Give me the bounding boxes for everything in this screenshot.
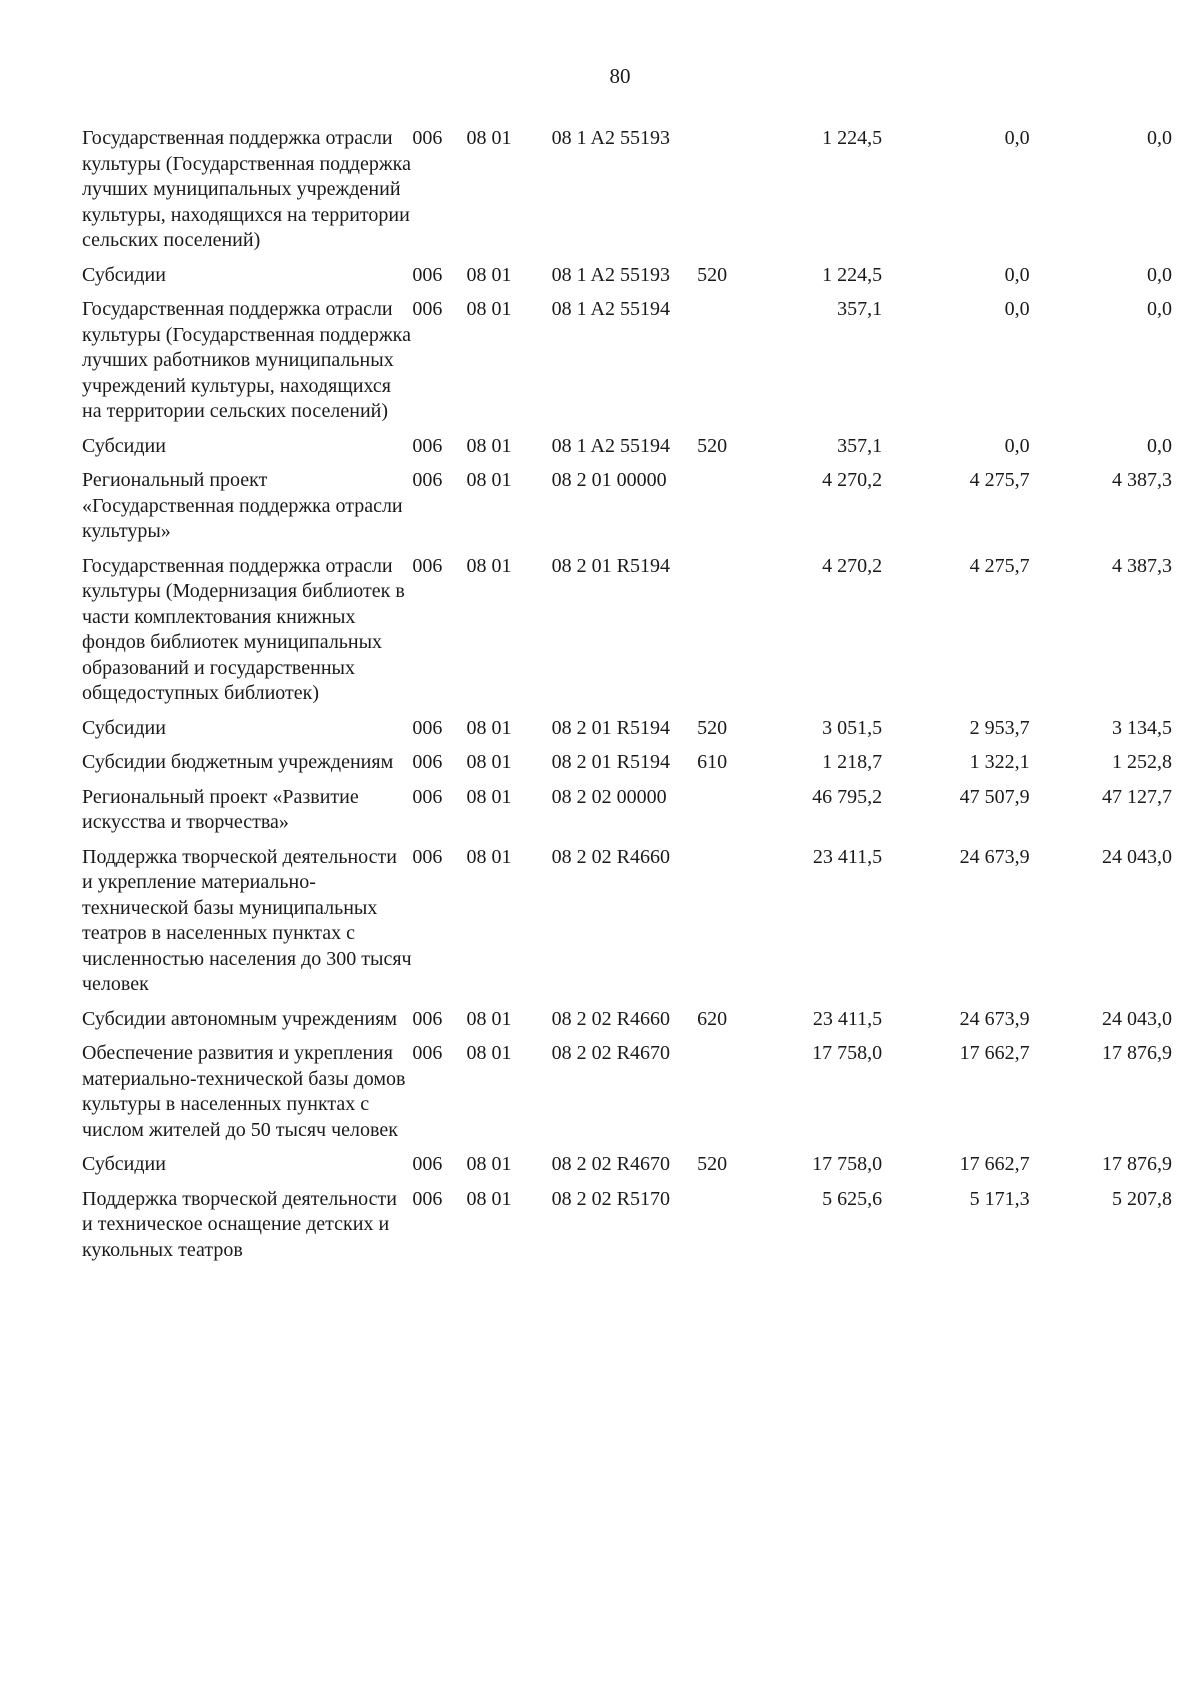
table-row — [82, 297, 1172, 434]
row-value-year-2: 1 322,1 — [969, 751, 1030, 773]
table-row — [82, 750, 1172, 785]
row-value-year-3: 17 876,9 — [1102, 1042, 1172, 1064]
row-expense-type-code — [697, 468, 757, 554]
row-name: Субсидии автономным учреждениям — [82, 1007, 398, 1030]
row-section-code: 08 01 — [466, 1007, 512, 1030]
row-value-year-2: 24 673,9 — [959, 1007, 1030, 1030]
row-value-year-1: 5 625,6 — [822, 1187, 883, 1210]
row-value-year-1: 1 224,5 — [822, 127, 883, 149]
row-target-code: 08 2 02 R4670 — [551, 1042, 670, 1064]
row-grbs-code: 006 — [412, 1153, 443, 1175]
row-value-year-1: 1 218,7 — [822, 751, 883, 773]
row-value-year-1: 17 758,0 — [812, 1042, 883, 1064]
row-value-year-3: 24 043,0 — [1102, 845, 1172, 868]
row-target-code: 08 2 02 R4670 — [551, 1153, 670, 1175]
row-value-year-3: 3 134,5 — [1112, 716, 1172, 739]
row-target-code: 08 2 02 R5170 — [551, 1187, 670, 1210]
row-value-year-2: 17 662,7 — [959, 1153, 1030, 1175]
row-name: Субсидии — [82, 434, 166, 457]
row-grbs-code: 006 — [412, 469, 443, 491]
row-section-code: 08 01 — [466, 554, 512, 577]
row-expense-type-code — [697, 297, 757, 434]
table-row — [82, 845, 1172, 1007]
table-row — [82, 1187, 1172, 1273]
row-value-year-1: 3 051,5 — [822, 716, 883, 739]
row-grbs-code: 006 — [412, 1007, 443, 1030]
row-value-year-2: 47 507,9 — [959, 785, 1030, 808]
row-value-year-1: 1 224,5 — [822, 263, 883, 286]
row-expense-type-code: 610 — [697, 751, 728, 773]
row-value-year-3: 0,0 — [1147, 434, 1172, 457]
row-section-code: 08 01 — [466, 469, 512, 491]
row-target-code: 08 2 02 R4660 — [551, 1007, 670, 1030]
row-section-code: 08 01 — [466, 845, 512, 868]
table-row — [82, 716, 1172, 751]
row-target-code: 08 2 02 R4660 — [551, 845, 670, 868]
page-number: 80 — [609, 64, 631, 88]
row-target-code: 08 1 A2 55193 — [551, 127, 670, 149]
row-grbs-code: 006 — [412, 554, 443, 577]
row-value-year-2: 24 673,9 — [959, 845, 1030, 868]
row-section-code: 08 01 — [466, 1187, 512, 1210]
table-row — [82, 434, 1172, 469]
row-expense-type-code — [697, 845, 757, 1007]
table-row — [82, 1041, 1172, 1152]
row-section-code: 08 01 — [466, 1153, 512, 1175]
table-row — [82, 126, 1172, 263]
row-name: Региональный проект «Развитие искусства и творчества» — [82, 785, 359, 833]
row-target-code: 08 1 A2 55194 — [551, 434, 670, 457]
row-expense-type-code: 520 — [697, 716, 728, 739]
row-grbs-code: 006 — [412, 716, 443, 739]
row-target-code: 08 2 01 R5194 — [551, 554, 670, 577]
row-section-code: 08 01 — [466, 751, 512, 773]
row-value-year-2: 5 171,3 — [969, 1187, 1030, 1210]
row-section-code: 08 01 — [466, 127, 512, 149]
row-section-code: 08 01 — [466, 298, 512, 320]
row-target-code: 08 2 01 R5194 — [551, 716, 670, 739]
row-expense-type-code: 620 — [697, 1007, 728, 1030]
row-name: Поддержка творческой деятельности и техническое оснащение детских и кукольных театров — [82, 1187, 397, 1261]
row-expense-type-code — [697, 785, 757, 845]
row-value-year-1: 23 411,5 — [812, 845, 883, 868]
row-section-code: 08 01 — [466, 785, 512, 808]
row-expense-type-code — [697, 126, 757, 263]
row-value-year-1: 357,1 — [837, 298, 883, 320]
row-target-code: 08 2 02 00000 — [551, 785, 667, 808]
row-value-year-3: 0,0 — [1147, 298, 1172, 320]
row-value-year-3: 4 387,3 — [1112, 469, 1172, 491]
row-name: Государственная поддержка отрасли культуры (Государственная поддержка лучших муниципальных учреждений культуры, находящихся на территории сельских поселений) — [82, 127, 411, 251]
row-grbs-code: 006 — [412, 845, 443, 868]
row-expense-type-code: 520 — [697, 1153, 728, 1175]
row-value-year-2: 0,0 — [1004, 127, 1030, 149]
row-name: Государственная поддержка отрасли культуры (Модернизация библиотек в части комплектования книжных фондов библиотек муниципальных образований и государственных общедоступных библиотек) — [82, 554, 405, 704]
row-section-code: 08 01 — [466, 716, 512, 739]
row-value-year-1: 17 758,0 — [812, 1153, 883, 1175]
row-value-year-1: 23 411,5 — [812, 1007, 883, 1030]
row-value-year-2: 4 275,7 — [969, 469, 1030, 491]
table-row — [82, 1152, 1172, 1187]
budget-table — [82, 126, 1172, 1272]
row-name: Субсидии бюджетным учреждениям — [82, 751, 394, 773]
row-value-year-3: 5 207,8 — [1112, 1187, 1172, 1210]
row-name: Субсидии — [82, 263, 166, 286]
row-value-year-3: 24 043,0 — [1102, 1007, 1172, 1030]
row-grbs-code: 006 — [412, 298, 443, 320]
row-grbs-code: 006 — [412, 1042, 443, 1064]
row-grbs-code: 006 — [412, 751, 443, 773]
row-target-code: 08 2 01 00000 — [551, 469, 667, 491]
row-value-year-2: 0,0 — [1004, 434, 1030, 457]
row-value-year-3: 47 127,7 — [1102, 785, 1172, 808]
row-name: Субсидии — [82, 1153, 166, 1175]
row-name: Обеспечение развития и укрепления материально-технической базы домов культуры в населенных пунктах с числом жителей до 50 тысяч человек — [82, 1042, 406, 1141]
row-value-year-3: 17 876,9 — [1102, 1153, 1172, 1175]
table-row — [82, 1007, 1172, 1042]
row-name: Региональный проект «Государственная поддержка отрасли культуры» — [82, 469, 403, 542]
row-section-code: 08 01 — [466, 1042, 512, 1064]
row-value-year-1: 357,1 — [837, 434, 883, 457]
row-value-year-2: 4 275,7 — [969, 554, 1030, 577]
row-grbs-code: 006 — [412, 127, 443, 149]
row-grbs-code: 006 — [412, 434, 443, 457]
row-grbs-code: 006 — [412, 1187, 443, 1210]
row-expense-type-code — [697, 1041, 757, 1152]
table-row — [82, 785, 1172, 845]
row-name: Субсидии — [82, 716, 166, 739]
row-grbs-code: 006 — [412, 263, 443, 286]
row-expense-type-code: 520 — [697, 263, 728, 286]
table-row — [82, 263, 1172, 298]
table-row — [82, 468, 1172, 554]
row-value-year-2: 17 662,7 — [959, 1042, 1030, 1064]
row-value-year-3: 1 252,8 — [1112, 751, 1172, 773]
row-name: Государственная поддержка отрасли культуры (Государственная поддержка лучших работников муниципальных учреждений культуры, находящихся на территории сельских поселений) — [82, 298, 411, 422]
row-value-year-2: 0,0 — [1004, 298, 1030, 320]
row-target-code: 08 2 01 R5194 — [551, 751, 670, 773]
row-section-code: 08 01 — [466, 263, 512, 286]
row-target-code: 08 1 A2 55194 — [551, 298, 670, 320]
row-expense-type-code: 520 — [697, 434, 728, 457]
table-row — [82, 554, 1172, 716]
row-grbs-code: 006 — [412, 785, 443, 808]
row-value-year-2: 0,0 — [1004, 263, 1030, 286]
row-value-year-2: 2 953,7 — [969, 716, 1030, 739]
row-expense-type-code — [697, 1187, 757, 1273]
row-value-year-1: 46 795,2 — [812, 785, 883, 808]
row-section-code: 08 01 — [466, 434, 512, 457]
row-value-year-3: 0,0 — [1147, 263, 1172, 286]
row-value-year-3: 4 387,3 — [1112, 554, 1172, 577]
table-body — [82, 126, 1172, 1272]
row-target-code: 08 1 A2 55193 — [551, 263, 670, 286]
row-value-year-3: 0,0 — [1147, 127, 1172, 149]
row-value-year-1: 4 270,2 — [822, 469, 883, 491]
row-name: Поддержка творческой деятельности и укрепление материально-технической базы муниципальных театров в населенных пунктах с численностью населения до 300 тысяч человек — [82, 845, 412, 995]
row-expense-type-code — [697, 554, 757, 716]
row-value-year-1: 4 270,2 — [822, 554, 883, 577]
